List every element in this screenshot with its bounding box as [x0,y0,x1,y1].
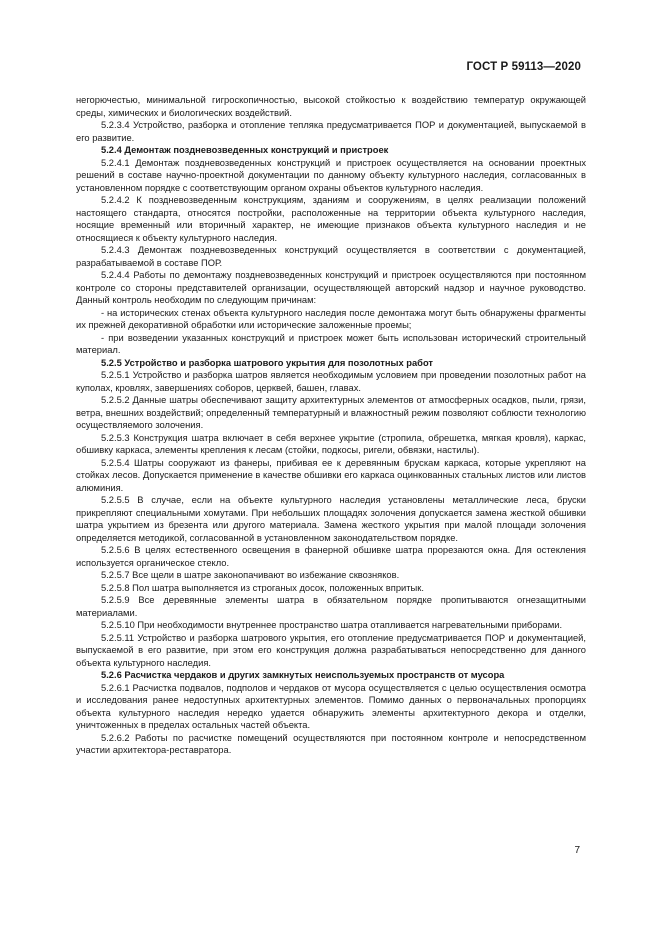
paragraph: - на исторических стенах объекта культурного наследия после демонтажа могут быть обнаружены фрагменты их прежней декоративной обработки или исторические заложенные проемы; [76,307,586,330]
paragraph: 5.2.5.2 Данные шатры обеспечивают защиту архитектурных элементов от атмосферных осадков, пыли, грязи, ветра, внешних воздействий; определенный температурный и влажностный режим позволяют соблюсти технологию осуществляемого золочения. [76,395,586,430]
paragraph: 5.2.6.2 Работы по расчистке помещений осуществляются при постоянном контроле и непосредственном участии архитектора-реставратора. [76,732,586,755]
paragraph: негорючестью, минимальной гигроскопичностью, высокой стойкостью к воздействию температур окружающей среды, химических и биологических воздействий. [76,95,586,118]
paragraph: 5.2.4.1 Демонтаж поздневозведенных конструкций и пристроек осуществляется на основании проектных решений в составе научно-проектной документации по данному объекту культурного наследия, согласованных в установленном порядке с соответствующим органом охраны объектов культурного наследия. [76,157,586,193]
paragraph: 5.2.5.3 Конструкция шатра включает в себя верхнее укрытие (стропила, обрешетка, мягкая кровля), каркас, обшивку каркаса, элементы крепления к лесам (стойки, подкосы, ригели, обвязки, настилы). [76,432,586,455]
paragraph: 5.2.6.1 Расчистка подвалов, подполов и чердаков от мусора осуществляется с целью осуществления осмотра и исследования ранее недоступных архитектурных элементов. Помимо данных о первоначальных пропорциях объекта культурного наследия нередко удается обнаружить элементы архитектурного декора и отделки, уничтоженных в пределах остальных частей объекта. [76,682,586,730]
section-heading: 5.2.5 Устройство и разборка шатрового укрытия для позолотных работ [101,357,433,368]
paragraph: 5.2.5.6 В целях естественного освещения в фанерной обшивке шатра прорезаются окна. Для остекления используется органическое стекло. [76,545,586,568]
paragraph: 5.2.5.7 Все щели в шатре законопачивают во избежание сквозняков. [101,570,400,580]
paragraph: 5.2.5.4 Шатры сооружают из фанеры, прибивая ее к деревянным брускам каркаса, которые укрепляют на стойках лесов. Допускается применение в качестве обшивки его каркаса оцинкованных стальных листов или листов алюминия. [76,457,586,493]
paragraph: 5.2.5.9 Все деревянные элементы шатра в обязательном порядке пропитываются огнезащитными материалами. [76,595,586,618]
paragraph: - при возведении указанных конструкций и пристроек может быть использован исторический строительный материал. [76,332,586,355]
paragraph: 5.2.5.8 Пол шатра выполняется из строганых досок, положенных впритык. [101,582,424,593]
paragraph: 5.2.5.10 При необходимости внутреннее пространство шатра отапливается нагревательными приборами. [101,620,563,630]
paragraph: 5.2.4.4 Работы по демонтажу поздневозведенных конструкций и пристроек осуществляются при постоянном контроле со стороны представителей организации, осуществляющей авторский надзор и научное руководство. Данный контроль необходим по следующим причинам: [76,270,586,305]
standard-header: ГОСТ Р 59113—2020 [466,61,581,73]
paragraph: 5.2.4.3 Демонтаж поздневозведенных конструкций осуществляется в соответствии с документацией, разрабатываемой в составе ПОР. [76,245,586,268]
document-body [76,94,586,757]
paragraph: 5.2.5.11 Устройство и разборка шатрового укрытия, его отопление предусматривается ПОР и документацией, выпускаемой в его развитие, при этом его конструкция должна разрабатываться непосредственно для данного объекта культурного наследия. [76,632,586,668]
paragraph: 5.2.5.1 Устройство и разборка шатров является необходимым условием при проведении позолотных работ на куполах, кровлях, завершениях соборов, церквей, башен, главах. [76,370,586,393]
paragraph: 5.2.5.5 В случае, если на объекте культурного наследия установлены металлические леса, бруски прикрепляют специальными хомутами. При небольших площадях золочения допускается замена жесткой обшивки шатра укрытием из брезента или другого материала. Замена жесткого укрытия при малой площади золочения определяется методикой, согласованной в установленном законодательством порядке. [76,495,586,543]
paragraph: 5.2.3.4 Устройство, разборка и отопление тепляка предусматривается ПОР и документацией, выпускаемой в его развитие. [76,120,586,143]
paragraph: 5.2.4.2 К поздневозведенным конструкциям, зданиям и сооружениям, в целях реализации положений настоящего стандарта, относятся постройки, расположенные на территории объекта культурного наследия, носящие временный или вторичный характер, не имеющие признаков объекта культурного наследия и не относящиеся к объекту культурного наследия. [76,195,586,243]
section-heading: 5.2.6 Расчистка чердаков и других замкнутых неиспользуемых пространств от мусора [101,670,505,680]
page-number: 7 [574,845,580,856]
section-heading: 5.2.4 Демонтаж поздневозведенных конструкций и пристроек [101,145,389,155]
